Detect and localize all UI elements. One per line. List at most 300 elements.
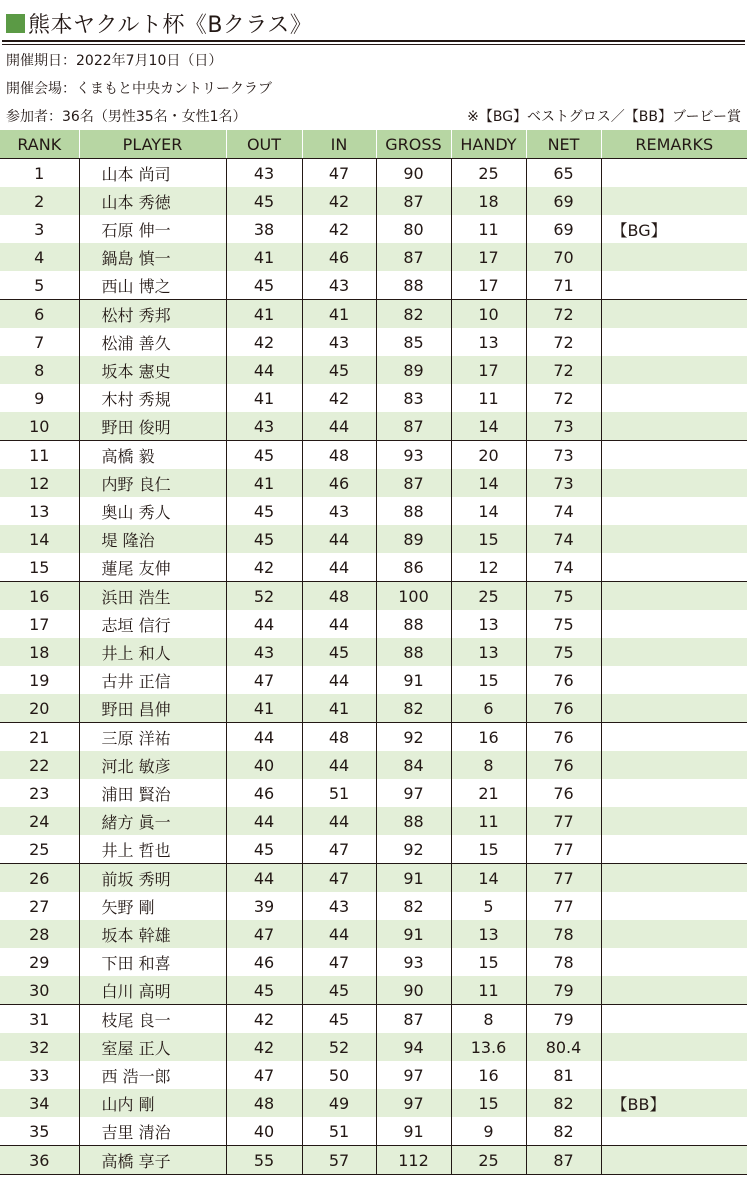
cell-player: 松村 秀邦: [79, 300, 226, 329]
header-player: PLAYER: [79, 130, 226, 159]
cell-out: 42: [226, 553, 302, 582]
cell-player: 高橋 毅: [79, 441, 226, 470]
event-venue: 開催会場：くまもと中央カントリークラブ: [6, 81, 272, 97]
cell-gross: 91: [376, 1117, 451, 1146]
table-row: [0, 779, 747, 807]
cell-in: 44: [302, 525, 376, 553]
cell-remarks: [601, 892, 747, 920]
cell-gross: 87: [376, 412, 451, 441]
table-row: [0, 723, 747, 752]
cell-remarks: [601, 976, 747, 1005]
cell-rank: 19: [29, 670, 50, 690]
table-row: [0, 497, 747, 525]
table-row: [0, 976, 747, 1005]
cell-player: 前坂 秀明: [79, 864, 226, 893]
cell-handy: 13: [451, 920, 526, 948]
cell-handy: 13: [451, 638, 526, 666]
cell-remarks: [601, 525, 747, 553]
cell-rank: 9: [34, 388, 45, 408]
cell-gross: 83: [376, 384, 451, 412]
cell-out: 44: [226, 807, 302, 835]
cell-handy: 8: [451, 1005, 526, 1034]
cell-net: 80.4: [526, 1033, 601, 1061]
cell-remarks: [601, 328, 747, 356]
table-row: [0, 807, 747, 835]
cell-rank: 28: [0, 920, 79, 948]
cell-handy: 10: [451, 300, 526, 329]
table-row: [0, 920, 747, 948]
table-row: [0, 553, 747, 582]
cell-rank: 5: [34, 275, 45, 295]
cell-remarks: [601, 243, 747, 271]
cell-net: 69: [526, 215, 601, 243]
cell-in: 43: [302, 271, 376, 300]
cell-in: 43: [302, 328, 376, 356]
table-header-row: [0, 130, 747, 159]
table-row: [0, 892, 747, 920]
cell-rank: 11: [0, 441, 79, 470]
cell-gross: 92: [376, 723, 451, 752]
cell-net: 79: [526, 976, 601, 1005]
cell-rank: 33: [29, 1065, 50, 1085]
cell-gross: 89: [376, 525, 451, 553]
cell-gross: 84: [376, 751, 451, 779]
cell-player: 木村 秀規: [79, 384, 226, 412]
cell-remarks: [601, 948, 747, 976]
cell-remarks: [601, 300, 747, 329]
cell-net: 75: [526, 582, 601, 611]
table-row: [0, 666, 747, 694]
cell-gross: 88: [376, 271, 451, 300]
cell-player: 下田 和喜: [79, 948, 226, 976]
cell-out: 42: [226, 1033, 302, 1061]
table-row: [0, 1146, 747, 1175]
cell-player: 浜田 浩生: [79, 582, 226, 611]
cell-net: 72: [526, 356, 601, 384]
cell-handy: 18: [451, 187, 526, 215]
cell-net: 75: [526, 610, 601, 638]
cell-net: 76: [526, 666, 601, 694]
cell-player: 室屋 正人: [79, 1033, 226, 1061]
cell-rank: 2: [0, 187, 79, 215]
cell-gross: 82: [376, 694, 451, 723]
cell-rank: 3: [34, 219, 45, 239]
cell-remarks: [601, 1005, 747, 1034]
cell-handy: 15: [451, 835, 526, 864]
cell-net: 82: [526, 1089, 601, 1117]
table-row: [0, 356, 747, 384]
cell-in: 46: [302, 469, 376, 497]
cell-in: 42: [302, 215, 376, 243]
page-title: 熊本ヤクルト杯《Bクラス》: [28, 12, 313, 38]
table-row: [0, 412, 747, 441]
green-square-icon: [6, 14, 25, 33]
cell-remarks: [601, 441, 747, 470]
cell-gross: 97: [376, 1061, 451, 1089]
table-row: [0, 271, 747, 300]
cell-rank: 24: [0, 807, 79, 835]
cell-handy: 5: [451, 892, 526, 920]
cell-net: 72: [526, 384, 601, 412]
cell-remarks: [601, 864, 747, 893]
cell-handy: 16: [451, 723, 526, 752]
cell-player: 坂本 幹雄: [79, 920, 226, 948]
cell-net: 76: [526, 779, 601, 807]
cell-remarks: [601, 553, 747, 582]
cell-in: 47: [302, 835, 376, 864]
cell-out: 52: [226, 582, 302, 611]
cell-player: 白川 高明: [79, 976, 226, 1005]
cell-remarks: [601, 412, 747, 441]
cell-handy: 13: [451, 328, 526, 356]
cell-rank: 31: [0, 1005, 79, 1034]
cell-gross: 87: [376, 469, 451, 497]
cell-gross: 91: [376, 864, 451, 893]
cell-rank: 29: [29, 952, 50, 972]
cell-remarks: [601, 469, 747, 497]
cell-handy: 14: [451, 412, 526, 441]
cell-out: 46: [226, 779, 302, 807]
cell-out: 55: [226, 1146, 302, 1175]
cell-handy: 15: [451, 525, 526, 553]
cell-gross: 88: [376, 610, 451, 638]
table-row: [0, 694, 747, 723]
cell-gross: 92: [376, 835, 451, 864]
cell-handy: 11: [451, 384, 526, 412]
title-divider-thin: [2, 44, 745, 45]
cell-remarks: [601, 582, 747, 611]
cell-in: 51: [302, 779, 376, 807]
cell-handy: 15: [451, 948, 526, 976]
cell-gross: 87: [376, 1005, 451, 1034]
cell-rank: 13: [29, 501, 50, 521]
table-row: [0, 582, 747, 611]
cell-out: 45: [226, 187, 302, 215]
participant-count: 参加者：36名（男性35名・女性1名）: [6, 109, 247, 125]
cell-gross: 91: [376, 920, 451, 948]
cell-remarks: 【BB】: [601, 1089, 747, 1117]
cell-out: 43: [226, 638, 302, 666]
cell-player: 野田 昌伸: [79, 694, 226, 723]
header-in: IN: [302, 130, 376, 159]
cell-gross: 86: [376, 553, 451, 582]
cell-remarks: [601, 638, 747, 666]
cell-remarks: [601, 159, 747, 188]
cell-net: 76: [526, 694, 601, 723]
cell-in: 41: [302, 694, 376, 723]
results-table-body: [0, 159, 747, 1175]
cell-rank: 34: [0, 1089, 79, 1117]
cell-in: 44: [302, 751, 376, 779]
cell-in: 50: [302, 1061, 376, 1089]
cell-player: 山本 秀徳: [79, 187, 226, 215]
cell-handy: 25: [451, 582, 526, 611]
cell-in: 49: [302, 1089, 376, 1117]
cell-handy: 11: [451, 807, 526, 835]
cell-gross: 97: [376, 779, 451, 807]
table-row: [0, 1061, 747, 1089]
cell-gross: 87: [376, 187, 451, 215]
cell-in: 48: [302, 441, 376, 470]
table-row: [0, 1033, 747, 1061]
cell-in: 44: [302, 666, 376, 694]
cell-in: 43: [302, 497, 376, 525]
cell-out: 38: [226, 215, 302, 243]
cell-player: 高橋 享子: [79, 1146, 226, 1175]
cell-in: 47: [302, 948, 376, 976]
header-out: OUT: [226, 130, 302, 159]
cell-remarks: [601, 694, 747, 723]
table-row: [0, 328, 747, 356]
cell-out: 41: [226, 694, 302, 723]
cell-net: 74: [526, 497, 601, 525]
cell-remarks: [601, 666, 747, 694]
cell-rank: 30: [0, 976, 79, 1005]
cell-out: 41: [226, 469, 302, 497]
cell-out: 42: [226, 328, 302, 356]
cell-handy: 17: [451, 271, 526, 300]
table-row: [0, 469, 747, 497]
table-row: [0, 300, 747, 329]
cell-gross: 87: [376, 243, 451, 271]
cell-player: 石原 伸一: [79, 215, 226, 243]
cell-net: 77: [526, 892, 601, 920]
cell-gross: 89: [376, 356, 451, 384]
cell-in: 47: [302, 864, 376, 893]
cell-handy: 17: [451, 356, 526, 384]
cell-net: 72: [526, 328, 601, 356]
cell-rank: 25: [29, 839, 50, 859]
cell-player: 鍋島 慎一: [79, 243, 226, 271]
cell-player: 河北 敏彦: [79, 751, 226, 779]
cell-net: 81: [526, 1061, 601, 1089]
cell-player: 坂本 憲史: [79, 356, 226, 384]
cell-in: 44: [302, 610, 376, 638]
cell-rank: 20: [0, 694, 79, 723]
cell-player: 矢野 剛: [79, 892, 226, 920]
cell-handy: 20: [451, 441, 526, 470]
cell-player: 浦田 賢治: [79, 779, 226, 807]
cell-gross: 88: [376, 497, 451, 525]
cell-net: 73: [526, 441, 601, 470]
table-row: [0, 187, 747, 215]
cell-player: 緒方 眞一: [79, 807, 226, 835]
cell-gross: 112: [376, 1146, 451, 1175]
cell-rank: 21: [0, 723, 79, 752]
cell-net: 78: [526, 948, 601, 976]
cell-in: 42: [302, 384, 376, 412]
cell-out: 41: [226, 243, 302, 271]
cell-out: 40: [226, 751, 302, 779]
cell-rank: 26: [0, 864, 79, 893]
cell-gross: 93: [376, 441, 451, 470]
cell-net: 78: [526, 920, 601, 948]
cell-net: 69: [526, 187, 601, 215]
cell-handy: 14: [451, 497, 526, 525]
cell-out: 45: [226, 835, 302, 864]
cell-net: 77: [526, 835, 601, 864]
cell-in: 57: [302, 1146, 376, 1175]
cell-out: 45: [226, 497, 302, 525]
cell-in: 44: [302, 807, 376, 835]
cell-remarks: [601, 384, 747, 412]
cell-out: 41: [226, 384, 302, 412]
cell-handy: 11: [451, 215, 526, 243]
cell-player: 志垣 信行: [79, 610, 226, 638]
header-handy: HANDY: [451, 130, 526, 159]
cell-gross: 100: [376, 582, 451, 611]
cell-player: 吉里 清治: [79, 1117, 226, 1146]
cell-player: 野田 俊明: [79, 412, 226, 441]
cell-gross: 82: [376, 892, 451, 920]
cell-remarks: [601, 835, 747, 864]
cell-handy: 13: [451, 610, 526, 638]
cell-rank: 16: [0, 582, 79, 611]
cell-in: 45: [302, 638, 376, 666]
cell-net: 71: [526, 271, 601, 300]
cell-rank: 4: [0, 243, 79, 271]
cell-remarks: [601, 723, 747, 752]
cell-player: 山内 剛: [79, 1089, 226, 1117]
cell-out: 40: [226, 1117, 302, 1146]
event-date: 開催期日：2022年7月10日（日）: [6, 53, 223, 69]
cell-handy: 11: [451, 976, 526, 1005]
cell-remarks: [601, 610, 747, 638]
cell-out: 42: [226, 1005, 302, 1034]
cell-in: 44: [302, 412, 376, 441]
cell-remarks: [601, 497, 747, 525]
cell-in: 52: [302, 1033, 376, 1061]
cell-net: 70: [526, 243, 601, 271]
header-net: NET: [526, 130, 601, 159]
cell-gross: 88: [376, 638, 451, 666]
cell-handy: 17: [451, 243, 526, 271]
table-row: [0, 441, 747, 470]
cell-player: 松浦 善久: [79, 328, 226, 356]
cell-remarks: [601, 187, 747, 215]
cell-rank: 6: [0, 300, 79, 329]
cell-in: 45: [302, 976, 376, 1005]
cell-out: 44: [226, 864, 302, 893]
cell-remarks: [601, 807, 747, 835]
cell-handy: 12: [451, 553, 526, 582]
cell-out: 47: [226, 1061, 302, 1089]
cell-in: 45: [302, 1005, 376, 1034]
cell-net: 72: [526, 300, 601, 329]
cell-player: 井上 和人: [79, 638, 226, 666]
table-row: [0, 384, 747, 412]
cell-player: 西 浩一郎: [79, 1061, 226, 1089]
header-rank: RANK: [0, 130, 79, 159]
table-row: [0, 1089, 747, 1117]
cell-in: 45: [302, 356, 376, 384]
cell-gross: 82: [376, 300, 451, 329]
cell-out: 47: [226, 920, 302, 948]
cell-handy: 14: [451, 469, 526, 497]
title-divider: [2, 40, 745, 42]
cell-rank: 32: [0, 1033, 79, 1061]
table-row: [0, 610, 747, 638]
cell-handy: 14: [451, 864, 526, 893]
cell-out: 44: [226, 610, 302, 638]
cell-in: 46: [302, 243, 376, 271]
cell-out: 44: [226, 356, 302, 384]
cell-out: 43: [226, 412, 302, 441]
cell-net: 79: [526, 1005, 601, 1034]
cell-player: 古井 正信: [79, 666, 226, 694]
cell-net: 74: [526, 525, 601, 553]
cell-handy: 15: [451, 666, 526, 694]
cell-gross: 90: [376, 976, 451, 1005]
cell-out: 39: [226, 892, 302, 920]
cell-remarks: [601, 356, 747, 384]
cell-out: 46: [226, 948, 302, 976]
results-table: [0, 130, 747, 1175]
table-row: [0, 1117, 747, 1146]
cell-remarks: [601, 1146, 747, 1175]
title-row: [6, 6, 312, 40]
table-row: [0, 835, 747, 864]
cell-rank: 14: [0, 525, 79, 553]
cell-handy: 25: [451, 159, 526, 188]
cell-handy: 6: [451, 694, 526, 723]
cell-net: 73: [526, 412, 601, 441]
cell-in: 48: [302, 723, 376, 752]
cell-player: 内野 良仁: [79, 469, 226, 497]
cell-player: 奥山 秀人: [79, 497, 226, 525]
cell-net: 65: [526, 159, 601, 188]
cell-rank: 1: [34, 163, 45, 183]
cell-remarks: [601, 779, 747, 807]
cell-gross: 80: [376, 215, 451, 243]
cell-net: 87: [526, 1146, 601, 1175]
cell-player: 堤 隆治: [79, 525, 226, 553]
cell-remarks: [601, 271, 747, 300]
cell-in: 47: [302, 159, 376, 188]
table-row: [0, 638, 747, 666]
cell-net: 73: [526, 469, 601, 497]
cell-rank: 12: [0, 469, 79, 497]
table-row: [0, 525, 747, 553]
cell-remarks: [601, 751, 747, 779]
cell-handy: 15: [451, 1089, 526, 1117]
cell-rank: 8: [0, 356, 79, 384]
cell-out: 45: [226, 441, 302, 470]
cell-in: 44: [302, 553, 376, 582]
header-remarks: REMARKS: [601, 130, 747, 159]
cell-out: 45: [226, 525, 302, 553]
table-row: [0, 159, 747, 188]
cell-handy: 8: [451, 751, 526, 779]
cell-gross: 94: [376, 1033, 451, 1061]
cell-player: 蓮尾 友伸: [79, 553, 226, 582]
cell-net: 74: [526, 553, 601, 582]
cell-out: 45: [226, 976, 302, 1005]
cell-remarks: [601, 920, 747, 948]
cell-handy: 16: [451, 1061, 526, 1089]
cell-rank: 15: [29, 557, 50, 577]
cell-handy: 21: [451, 779, 526, 807]
cell-in: 51: [302, 1117, 376, 1146]
cell-rank: 35: [29, 1121, 50, 1141]
cell-rank: 17: [29, 614, 50, 634]
cell-rank: 10: [0, 412, 79, 441]
cell-player: 枝尾 良一: [79, 1005, 226, 1034]
table-row: [0, 948, 747, 976]
cell-rank: 22: [0, 751, 79, 779]
cell-out: 45: [226, 271, 302, 300]
cell-rank: 27: [29, 896, 50, 916]
